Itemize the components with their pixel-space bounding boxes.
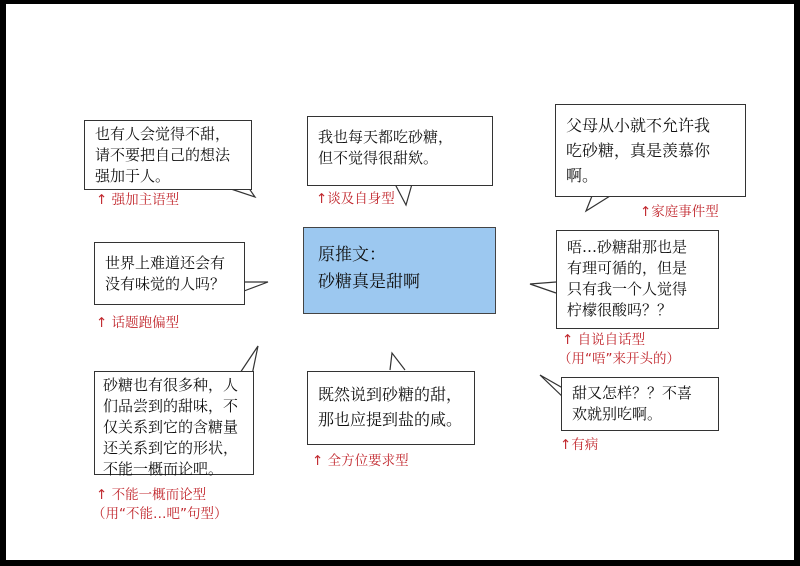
- bubble-line: 们品尝到的甜味，不: [103, 397, 239, 415]
- bubble-line: 那也应提到盐的咸。: [318, 410, 463, 429]
- bubble-line: 没有味觉的人吗？: [105, 275, 226, 293]
- bubble-line: 欢就别吃啊。: [572, 405, 663, 423]
- label-about-self: ↑谈及自身型: [316, 191, 395, 207]
- bubble-line: 但不觉得很甜欸。: [318, 149, 439, 167]
- bubble-line: 甜又怎样？？不喜: [572, 384, 693, 402]
- bubble-all-round-demand: [307, 371, 475, 445]
- bubble-line: 有理可循的，但是: [567, 259, 688, 277]
- bubble-line: 唔…砂糖甜那也是: [567, 238, 688, 256]
- bubble-line: 父母从小就不允许我: [566, 116, 711, 135]
- bubble-line: 还关系到它的形状，: [103, 439, 239, 457]
- center-title: 原推文：: [318, 245, 386, 265]
- bubble-line: 仅关系到它的含糖量: [103, 418, 239, 436]
- label-talking-to-self: ↑ 自说自话型: [562, 332, 646, 348]
- center-text: 砂糖真是甜啊: [318, 272, 420, 292]
- bubble-family-event: [555, 104, 746, 197]
- center-original-post: [303, 227, 496, 314]
- bubble-line: 柠檬很酸吗？？: [567, 301, 673, 319]
- bubble-line: 我也每天都吃砂糖，: [318, 128, 454, 146]
- bubble-imposing-subject: [84, 120, 252, 190]
- bubble-talking-to-self: [556, 230, 719, 329]
- bubble-line: 啊。: [566, 166, 599, 185]
- bubble-line: 吃砂糖，真是羡慕你: [566, 141, 711, 160]
- label-imposing-subject: ↑ 强加主语型: [96, 192, 180, 208]
- bubble-cannot-generalize: [94, 371, 254, 478]
- label-talking-to-self-note: （用“唔”来开头的）: [558, 351, 680, 367]
- label-family-event: ↑家庭事件型: [640, 204, 719, 220]
- bubble-line: 只有我一个人觉得: [567, 280, 688, 298]
- label-cannot-generalize: ↑ 不能一概而论型: [96, 487, 207, 503]
- bubble-line: 既然说到砂糖的甜，: [318, 385, 463, 404]
- bubble-about-self: [307, 116, 493, 186]
- label-off-topic: ↑ 话题跑偏型: [96, 315, 180, 331]
- bubble-line: 请不要把自己的想法: [95, 146, 231, 164]
- label-cannot-generalize-note: （用“不能…吧”句型）: [92, 506, 228, 522]
- bubble-sick: [561, 377, 719, 431]
- bubble-line: 也有人会觉得不甜，: [95, 125, 231, 143]
- label-all-round-demand: ↑ 全方位要求型: [312, 453, 409, 469]
- bubble-line: 强加于人。: [95, 167, 171, 185]
- bubble-off-topic: [94, 242, 245, 305]
- label-sick: ↑有病: [560, 437, 599, 453]
- bubble-line: 世界上难道还会有: [105, 254, 226, 272]
- bubble-line: 不能一概而论吧。: [103, 460, 224, 478]
- bubble-line: 砂糖也有很多种，人: [103, 376, 239, 394]
